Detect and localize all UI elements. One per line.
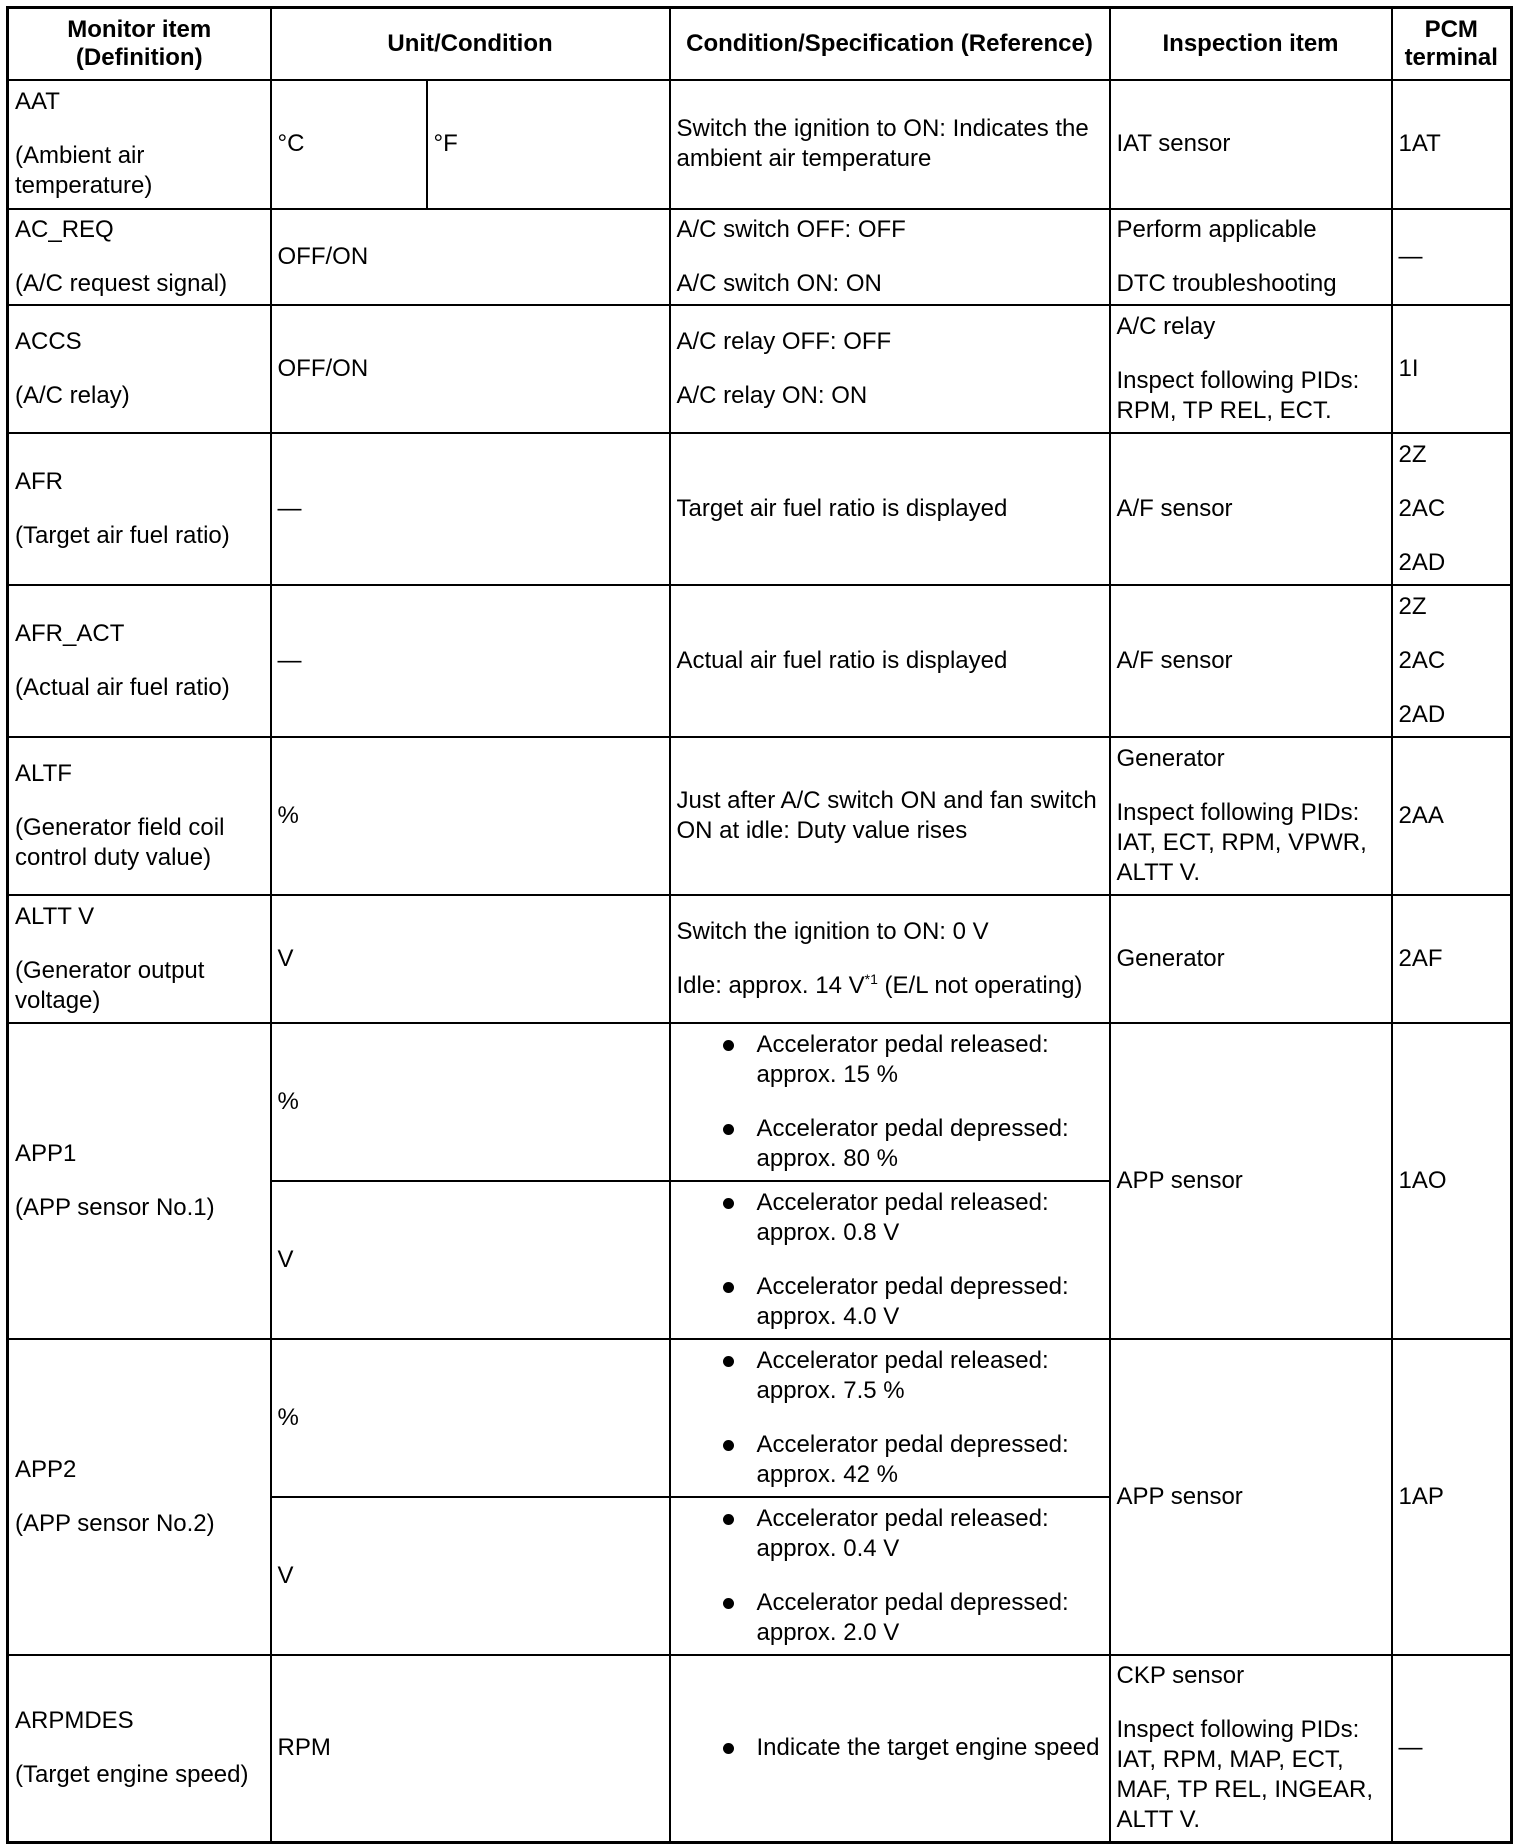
unit-cell: % xyxy=(271,737,670,895)
condition-bullet-list xyxy=(677,1733,1103,1763)
monitor-item-name: ALTT V xyxy=(15,902,95,930)
unit-cell: V xyxy=(271,1497,670,1655)
header-terminal-label: terminal xyxy=(1404,43,1498,71)
header-monitor-item-label: Monitor item xyxy=(67,15,212,43)
condition-bullet-list xyxy=(677,1346,1103,1490)
unit-cell: — xyxy=(271,585,670,737)
monitor-item-name: AAT xyxy=(15,88,60,115)
inspection-cell xyxy=(1110,1655,1392,1843)
header-pcm-terminal xyxy=(1392,8,1512,80)
monitor-item-cell xyxy=(8,1655,271,1843)
unit-cell: V xyxy=(271,895,670,1023)
unit-cell: OFF/ON xyxy=(271,305,670,433)
inspection-cell xyxy=(1110,305,1392,433)
inspection-cell xyxy=(1110,209,1392,305)
monitor-item-name: APP2 xyxy=(15,1455,77,1483)
terminal-cell xyxy=(1392,585,1512,737)
inspection-cell: APP sensor xyxy=(1110,1339,1392,1655)
condition-bullet-list xyxy=(677,1504,1103,1648)
condition-bullet: Accelerator pedal released: approx. 15 % xyxy=(677,1030,1103,1090)
monitor-item-name: ACCS xyxy=(15,327,82,355)
condition-bullet: Accelerator pedal released: approx. 0.4 V xyxy=(677,1504,1103,1564)
condition-line: A/C switch ON: ON xyxy=(676,269,882,297)
header-pcm-label: PCM xyxy=(1424,15,1478,43)
monitor-item-cell xyxy=(8,80,271,209)
table-row-arpmdes xyxy=(8,1655,1512,1843)
inspection-cell: A/F sensor xyxy=(1110,585,1392,737)
condition-line: A/C relay OFF: OFF xyxy=(676,327,892,355)
condition-cell xyxy=(670,1497,1110,1655)
terminal-cell: 1I xyxy=(1392,305,1512,433)
monitor-item-definition: (Actual air fuel ratio) xyxy=(15,673,230,701)
terminal-line: 2AC xyxy=(1398,494,1446,522)
condition-cell xyxy=(670,305,1110,433)
terminal-line: 2Z xyxy=(1398,440,1427,468)
condition-cell: Target air fuel ratio is displayed xyxy=(670,433,1110,585)
unit-cell: OFF/ON xyxy=(271,209,670,305)
monitor-item-name: AC_REQ xyxy=(15,215,114,243)
header-row xyxy=(8,8,1512,80)
monitor-item-cell xyxy=(8,1023,271,1339)
condition-line xyxy=(677,971,1103,1001)
monitor-item-definition: (APP sensor No.2) xyxy=(15,1509,215,1537)
unit-cell: RPM xyxy=(271,1655,670,1843)
terminal-line: 2AD xyxy=(1398,548,1446,576)
unit-cell: V xyxy=(271,1181,670,1339)
condition-cell xyxy=(670,1023,1110,1181)
inspection-line: Generator xyxy=(1116,744,1225,772)
inspection-line: Inspect following PIDs: IAT, ECT, RPM, VPWR, ALTT V. xyxy=(1116,798,1367,886)
table-row-ac-req xyxy=(8,209,1512,305)
inspection-line: Inspect following PIDs: RPM, TP REL, ECT. xyxy=(1116,366,1360,424)
unit-cell: % xyxy=(271,1339,670,1497)
condition-line: Switch the ignition to ON: 0 V xyxy=(676,917,989,945)
header-definition-label: (Definition) xyxy=(75,43,203,71)
condition-cell xyxy=(670,1339,1110,1497)
inspection-cell: IAT sensor xyxy=(1110,80,1392,209)
table-row-app2 xyxy=(8,1339,1512,1497)
monitor-item-cell xyxy=(8,1339,271,1655)
monitor-item-definition: (A/C request signal) xyxy=(15,269,228,297)
table-row-app1 xyxy=(8,1023,1512,1181)
monitor-item-name: AFR_ACT xyxy=(15,619,125,647)
header-monitor-item xyxy=(8,8,271,80)
condition-cell xyxy=(670,1655,1110,1843)
terminal-line: 2AC xyxy=(1398,646,1446,674)
monitor-item-definition: (Generator output voltage) xyxy=(15,956,205,1014)
inspection-line: CKP sensor xyxy=(1116,1662,1245,1690)
condition-cell xyxy=(670,209,1110,305)
monitor-item-definition: (A/C relay) xyxy=(15,381,130,409)
condition-bullet: Accelerator pedal released: approx. 0.8 V xyxy=(677,1188,1103,1248)
monitor-item-name: APP1 xyxy=(15,1139,77,1167)
monitor-item-name: ARPMDES xyxy=(15,1707,134,1735)
condition-cell: Actual air fuel ratio is displayed xyxy=(670,585,1110,737)
inspection-cell xyxy=(1110,737,1392,895)
inspection-cell: A/F sensor xyxy=(1110,433,1392,585)
condition-text: (E/L not operating) xyxy=(877,971,1083,999)
terminal-cell: — xyxy=(1392,1655,1512,1843)
inspection-cell: Generator xyxy=(1110,895,1392,1023)
inspection-line: Perform applicable xyxy=(1116,215,1317,243)
header-unit-condition: Unit/Condition xyxy=(271,8,670,80)
header-inspection-item: Inspection item xyxy=(1110,8,1392,80)
monitor-item-cell xyxy=(8,305,271,433)
condition-bullet-list xyxy=(677,1188,1103,1332)
table-row-altf xyxy=(8,737,1512,895)
monitor-item-cell xyxy=(8,737,271,895)
monitor-item-definition: (Ambient air temperature) xyxy=(15,142,153,199)
condition-bullet-list xyxy=(677,1030,1103,1174)
terminal-line: 2Z xyxy=(1398,592,1427,620)
terminal-cell: 1AT xyxy=(1392,80,1512,209)
inspection-line: Inspect following PIDs: IAT, RPM, MAP, ECT, MAF, TP REL, INGEAR, ALTT V. xyxy=(1116,1716,1374,1834)
monitor-item-cell xyxy=(8,585,271,737)
condition-line: A/C switch OFF: OFF xyxy=(676,215,906,243)
terminal-cell: 2AA xyxy=(1392,737,1512,895)
condition-text: Idle: approx. 14 V xyxy=(676,971,865,999)
table-row-aat xyxy=(8,80,1512,209)
monitor-item-cell xyxy=(8,433,271,585)
terminal-cell: 1AO xyxy=(1392,1023,1512,1339)
unit-cell: °C xyxy=(271,80,427,209)
condition-bullet: Accelerator pedal depressed: approx. 4.0 V xyxy=(677,1272,1103,1332)
footnote-marker: *1 xyxy=(864,970,878,987)
condition-bullet: Accelerator pedal released: approx. 7.5 % xyxy=(677,1346,1103,1406)
monitor-item-name: AFR xyxy=(15,467,63,495)
inspection-line: A/C relay xyxy=(1116,312,1216,340)
terminal-cell: — xyxy=(1392,209,1512,305)
monitor-item-definition: (Target engine speed) xyxy=(15,1761,249,1789)
condition-cell: Just after A/C switch ON and fan switch ON at idle: Duty value rises xyxy=(670,737,1110,895)
monitor-item-cell xyxy=(8,209,271,305)
pid-monitor-table xyxy=(6,6,1513,1844)
condition-bullet: Indicate the target engine speed xyxy=(677,1733,1103,1763)
condition-cell xyxy=(670,895,1110,1023)
monitor-item-definition: (APP sensor No.1) xyxy=(15,1193,215,1221)
monitor-item-name: ALTF xyxy=(15,759,72,787)
table-row-accs xyxy=(8,305,1512,433)
terminal-cell: 1AP xyxy=(1392,1339,1512,1655)
inspection-cell: APP sensor xyxy=(1110,1023,1392,1339)
inspection-line: DTC troubleshooting xyxy=(1116,269,1337,297)
condition-bullet: Accelerator pedal depressed: approx. 42 % xyxy=(677,1430,1103,1490)
table-row-altt-v xyxy=(8,895,1512,1023)
terminal-line: 2AD xyxy=(1398,700,1446,728)
condition-bullet: Accelerator pedal depressed: approx. 80 % xyxy=(677,1114,1103,1174)
condition-bullet: Accelerator pedal depressed: approx. 2.0 V xyxy=(677,1588,1103,1648)
table-row-afr xyxy=(8,433,1512,585)
table-row-afr-act xyxy=(8,585,1512,737)
unit-cell-alt: °F xyxy=(427,80,670,209)
unit-cell: — xyxy=(271,433,670,585)
header-condition-spec: Condition/Specification (Reference) xyxy=(670,8,1110,80)
monitor-item-cell xyxy=(8,895,271,1023)
condition-line: A/C relay ON: ON xyxy=(676,381,868,409)
monitor-item-definition: (Generator field coil control duty value) xyxy=(15,813,225,871)
terminal-cell: 2AF xyxy=(1392,895,1512,1023)
condition-cell: Switch the ignition to ON: Indicates the ambient air temperature xyxy=(670,80,1110,209)
unit-cell: % xyxy=(271,1023,670,1181)
terminal-cell xyxy=(1392,433,1512,585)
condition-cell xyxy=(670,1181,1110,1339)
monitor-item-definition: (Target air fuel ratio) xyxy=(15,521,230,549)
